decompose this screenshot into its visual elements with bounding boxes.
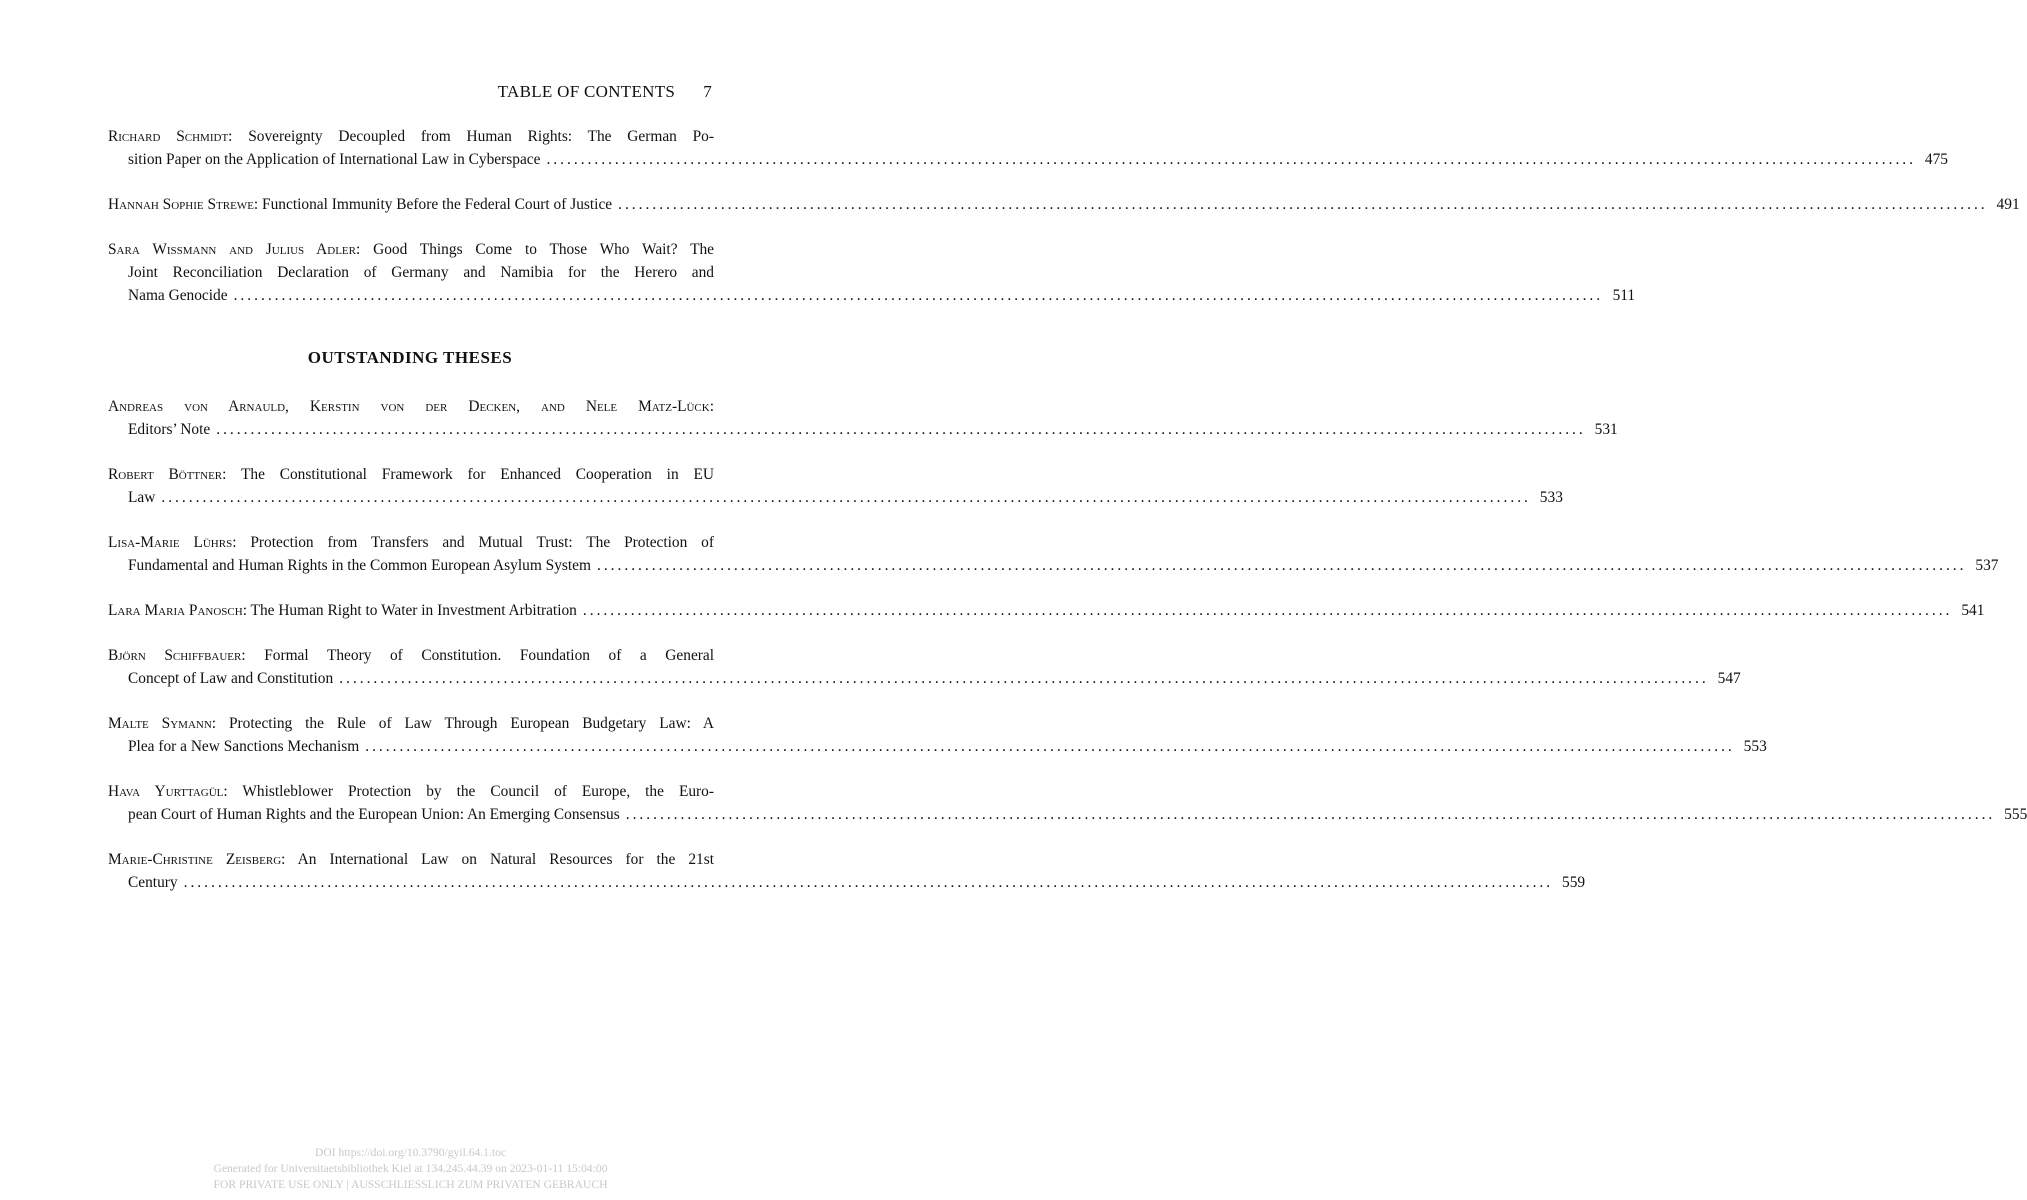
toc-entry (108, 238, 1636, 307)
entry-title: Protection from Transfers and Mutual Trust: The Protection of (250, 534, 715, 551)
entry-page-number: 531 (1594, 421, 1618, 438)
entry-page-number: 475 (1924, 151, 1948, 168)
toc-entry (108, 780, 2027, 826)
entry-page-number: 511 (1612, 287, 1636, 304)
entry-title-text (128, 148, 540, 171)
entry-title-text: Hannah Sophie Strewe: Functional Immunity Before the Federal Court of Justice (108, 196, 613, 213)
entry-title: Whistleblower Protection by the Council of Europe, the Euro- (242, 783, 714, 800)
entry-line (108, 599, 1985, 622)
dot-leader: ........................................................................................................................................................................................................ (618, 196, 1988, 213)
dot-leader: ........................................................................................................................................................................................................ (216, 421, 1586, 438)
entry-title: Functional Immunity Before the Federal Court of Justice (262, 196, 613, 213)
entry-title-text (128, 486, 155, 509)
entry-title-text (128, 554, 591, 577)
entry-title: pean Court of Human Rights and the European Union: An Emerging Consensus (128, 806, 620, 823)
entry-line (108, 418, 1618, 441)
dot-leader: ........................................................................................................................................................................................................ (365, 738, 1735, 755)
entry-page-number: 537 (1975, 557, 1999, 574)
running-head-title: TABLE OF CONTENTS (497, 82, 676, 101)
running-head (108, 82, 712, 102)
entry-line: Marie-Christine Zeisberg: An International Law on Natural Resources for the 21st (108, 851, 715, 868)
entry-line (108, 261, 714, 284)
entry-title: Concept of Law and Constitution (128, 670, 334, 687)
entry-line (108, 486, 1563, 509)
dot-leader: ........................................................................................................................................................................................................ (546, 151, 1916, 168)
entry-author: Richard Schmidt (108, 128, 229, 145)
entry-line: Andreas von Arnauld, Kerstin von der Decken, and Nele Matz-Lück: (108, 398, 714, 415)
dot-leader: ........................................................................................................................................................................................................ (161, 489, 1531, 506)
entry-title: Century (128, 874, 178, 891)
entry-title: Sovereignty Decoupled from Human Rights: The German Po- (248, 128, 715, 145)
entry-title-text (128, 803, 620, 826)
dot-leader: ........................................................................................................................................................................................................ (582, 602, 1953, 619)
entry-title: Formal Theory of Constitution. Foundation of a General (264, 647, 715, 664)
dot-leader: ........................................................................................................................................................................................................ (183, 874, 1554, 891)
entry-line (108, 193, 2020, 216)
entry-line: Hava Yurttagül: Whistleblower Protection by the Council of Europe, the Euro- (108, 783, 714, 800)
entry-author: Malte Symann (108, 715, 212, 732)
toc-entry (108, 193, 2020, 216)
toc-group-articles (108, 125, 2020, 307)
toc-entry (108, 644, 1741, 690)
entry-page-number: 541 (1961, 602, 1985, 619)
entry-line: Robert Böttner: The Constitutional Framework for Enhanced Cooperation in EU (108, 466, 714, 483)
entry-page-number: 555 (2004, 806, 2027, 823)
entry-title: Protecting the Rule of Law Through European Budgetary Law: A (228, 715, 714, 732)
entry-title: Law (128, 489, 156, 506)
entry-page-number: 491 (1996, 196, 2020, 213)
entry-title: Editors’ Note (128, 421, 211, 438)
entry-author: Marie-Christine Zeisberg (108, 851, 282, 868)
entry-line: Malte Symann: Protecting the Rule of Law Through European Budgetary Law: A (108, 715, 714, 732)
entry-line (108, 148, 1948, 171)
toc-entry (108, 531, 1999, 577)
entry-page-number: 533 (1539, 489, 1563, 506)
entry-author: Lisa-Marie Lührs (108, 534, 233, 551)
toc-entry (108, 848, 1586, 894)
toc-entry (108, 599, 1985, 622)
entry-title: The Human Right to Water in Investment Arbitration (250, 602, 577, 619)
entry-line (108, 735, 1767, 758)
footer-generated: Generated for Universitaetsbibliothek Kiel at 134.245.44.39 on 2023-01-11 15:04:00 (213, 1162, 608, 1175)
entry-author: Hannah Sophie Strewe (108, 196, 254, 213)
dot-leader: ........................................................................................................................................................................................................ (596, 557, 1967, 574)
toc-entry (108, 125, 1948, 171)
entry-line: Sara Wissmann and Julius Adler: Good Things Come to Those Who Wait? The (108, 241, 714, 258)
entry-line: Richard Schmidt: Sovereignty Decoupled from Human Rights: The German Po- (108, 128, 715, 145)
entry-page-number: 559 (1562, 874, 1586, 891)
dot-leader: ........................................................................................................................................................................................................ (339, 670, 1709, 687)
entry-page-number: 553 (1743, 738, 1767, 755)
footer-private-use: FOR PRIVATE USE ONLY | AUSSCHLIESSLICH ZUM PRIVATEN GEBRAUCH (213, 1178, 608, 1191)
entry-line (108, 871, 1586, 894)
entry-line (108, 284, 1636, 307)
entry-title-text: Lara Maria Panosch: The Human Right to Water in Investment Arbitration (108, 602, 577, 619)
entry-title: sition Paper on the Application of International Law in Cyberspace (128, 151, 541, 168)
toc-group-theses (108, 395, 2027, 894)
entry-author: Robert Böttner (108, 466, 223, 483)
entry-line (108, 667, 1741, 690)
toc-entry (108, 463, 1563, 509)
entry-author: Björn Schiffbauer (108, 647, 242, 664)
entry-line (108, 803, 2027, 826)
entry-page-number: 547 (1717, 670, 1741, 687)
entry-title-text (128, 667, 333, 690)
toc-entry (108, 395, 1618, 441)
dot-leader: ........................................................................................................................................................................................................ (233, 287, 1604, 304)
section-heading: OUTSTANDING THESES (307, 348, 513, 367)
entry-title-text (128, 871, 178, 894)
entry-author: Sara Wissmann and Julius Adler (108, 241, 356, 258)
page-footer (0, 1145, 821, 1193)
entry-title: An International Law on Natural Resources for the 21st (297, 851, 715, 868)
entry-title-text (128, 735, 359, 758)
footer-doi: DOI https://doi.org/10.3790/gyil.64.1.toc (314, 1146, 507, 1159)
entry-title: Joint Reconciliation Declaration of Germany and Namibia for the Herero and (128, 264, 714, 281)
entry-line (108, 554, 1999, 577)
entry-title: Fundamental and Human Rights in the Common European Asylum System (128, 557, 591, 574)
entry-line: Björn Schiffbauer: Formal Theory of Constitution. Foundation of a General (108, 647, 715, 664)
entry-title: The Constitutional Framework for Enhanced Cooperation in EU (240, 466, 714, 483)
entry-title: Plea for a New Sanctions Mechanism (128, 738, 360, 755)
entry-title: Good Things Come to Those Who Wait? The (373, 241, 714, 258)
entry-title-text (128, 418, 210, 441)
entry-author: Lara Maria Panosch (108, 602, 243, 619)
entry-author: Andreas von Arnauld, Kerstin von der Decken, and Nele Matz-Lück (108, 398, 710, 415)
entry-line: Lisa-Marie Lührs: Protection from Transfers and Mutual Trust: The Protection of (108, 534, 715, 551)
dot-leader: ........................................................................................................................................................................................................ (625, 806, 1996, 823)
entry-author: Hava Yurttagül (108, 783, 224, 800)
entry-title-text (128, 284, 228, 307)
toc-entry (108, 712, 1767, 758)
page-number: 7 (703, 82, 712, 101)
entry-title: Nama Genocide (128, 287, 228, 304)
